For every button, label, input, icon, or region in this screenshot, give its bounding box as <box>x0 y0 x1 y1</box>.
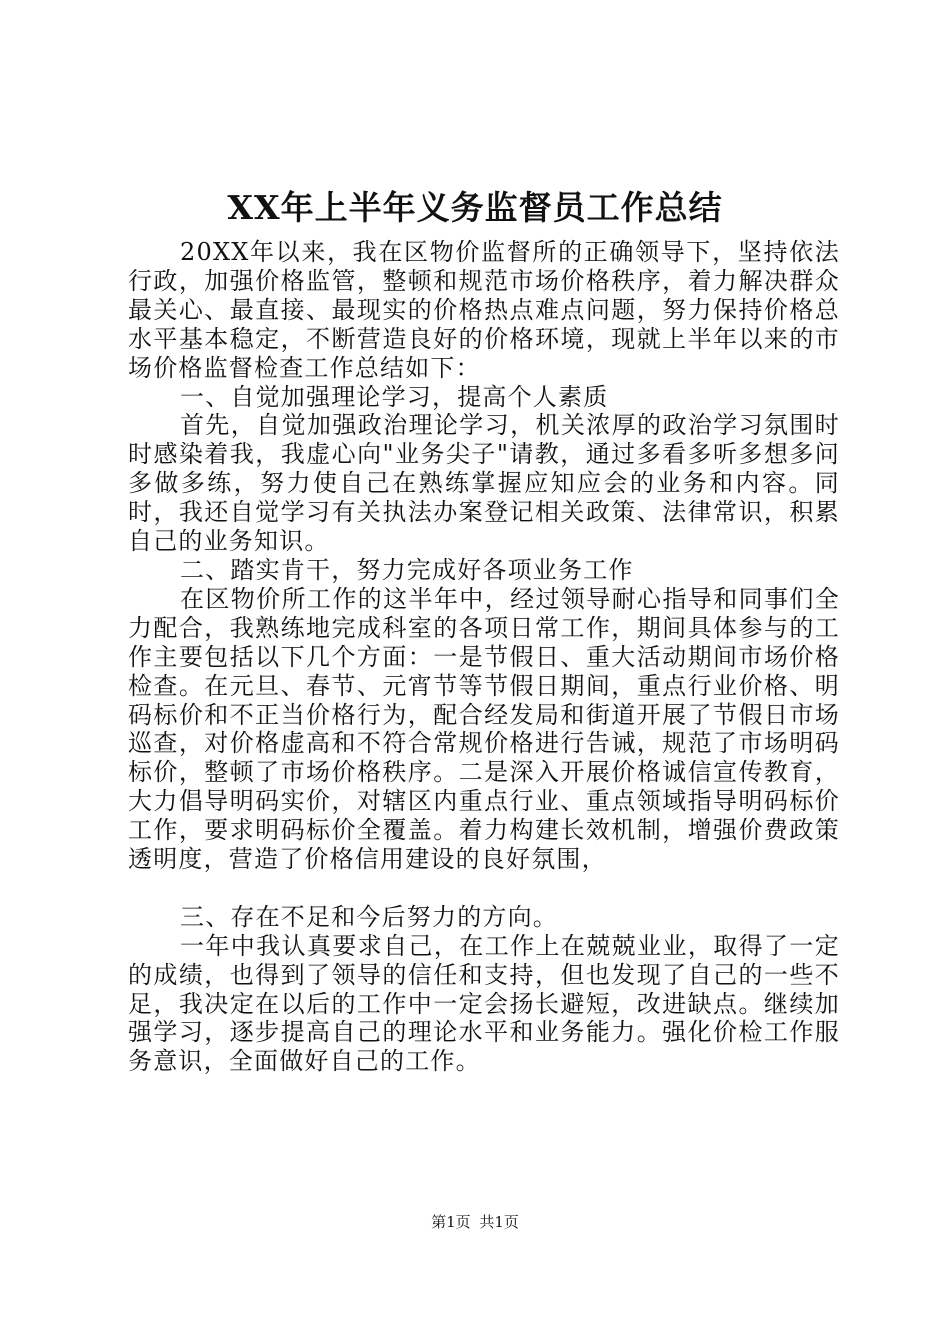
document-body <box>128 238 840 1076</box>
section-heading-2: 二、踏实肯干，努力完成好各项业务工作 <box>180 555 634 584</box>
paragraph-intro: 20XX年以来，我在区物价监督所的正确领导下，坚持依法行政，加强价格监管，整顿和规范市场价格秩序，着力解决群众最关心、最直接、最现实的价格热点难点问题，努力保持价格总水平基本稳定，不断营造良好的价格环境，现就上半年以来的市场价格监督检查工作总结如下： <box>128 238 840 382</box>
paragraph-section-3: 一年中我认真要求自己，在工作上在兢兢业业，取得了一定的成绩，也得到了领导的信任和支持，但也发现了自己的一些不足，我决定在以后的工作中一定会扬长避短，改进缺点。继续加强学习，逐步提高自己的理论水平和业务能力。强化价检工作服务意识，全面做好自己的工作。 <box>128 931 840 1076</box>
page-total: 共1页 <box>479 1213 519 1231</box>
page-footer <box>0 1212 950 1232</box>
section-heading-3: 三、存在不足和今后努力的方向。 <box>180 902 558 931</box>
section-heading-1: 一、自觉加强理论学习，提高个人素质 <box>180 382 609 411</box>
paragraph-section-2: 在区物价所工作的这半年中，经过领导耐心指导和同事们全力配合，我熟练地完成科室的各项日常工作，期间具体参与的工作主要包括以下几个方面：一是节假日、重大活动期间市场价格检查。在元旦、春节、元宵节等节假日期间，重点行业价格、明码标价和不正当价格行为，配合经发局和街道开展了节假日市场巡查，对价格虚高和不符合常规价格进行告诫，规范了市场明码标价，整顿了市场价格秩序。二是深入开展价格诚信宣传教育，大力倡导明码实价，对辖区内重点行业、重点领域指导明码标价工作，要求明码标价全覆盖。着力构建长效机制，增强价费政策透明度，营造了价格信用建设的良好氛围， <box>128 584 840 874</box>
document-title: XX年上半年义务监督员工作总结 <box>227 188 723 227</box>
page-number: 第1页 <box>431 1213 471 1231</box>
paragraph-section-1: 首先，自觉加强政治理论学习，机关浓厚的政治学习氛围时时感染着我，我虚心向"业务尖子"请教，通过多看多听多想多问多做多练，努力使自己在熟练掌握应知应会的业务和内容。同时，我还自觉学习有关执法办案登记相关政策、法律常识，积累自己的业务知识。 <box>128 411 840 556</box>
